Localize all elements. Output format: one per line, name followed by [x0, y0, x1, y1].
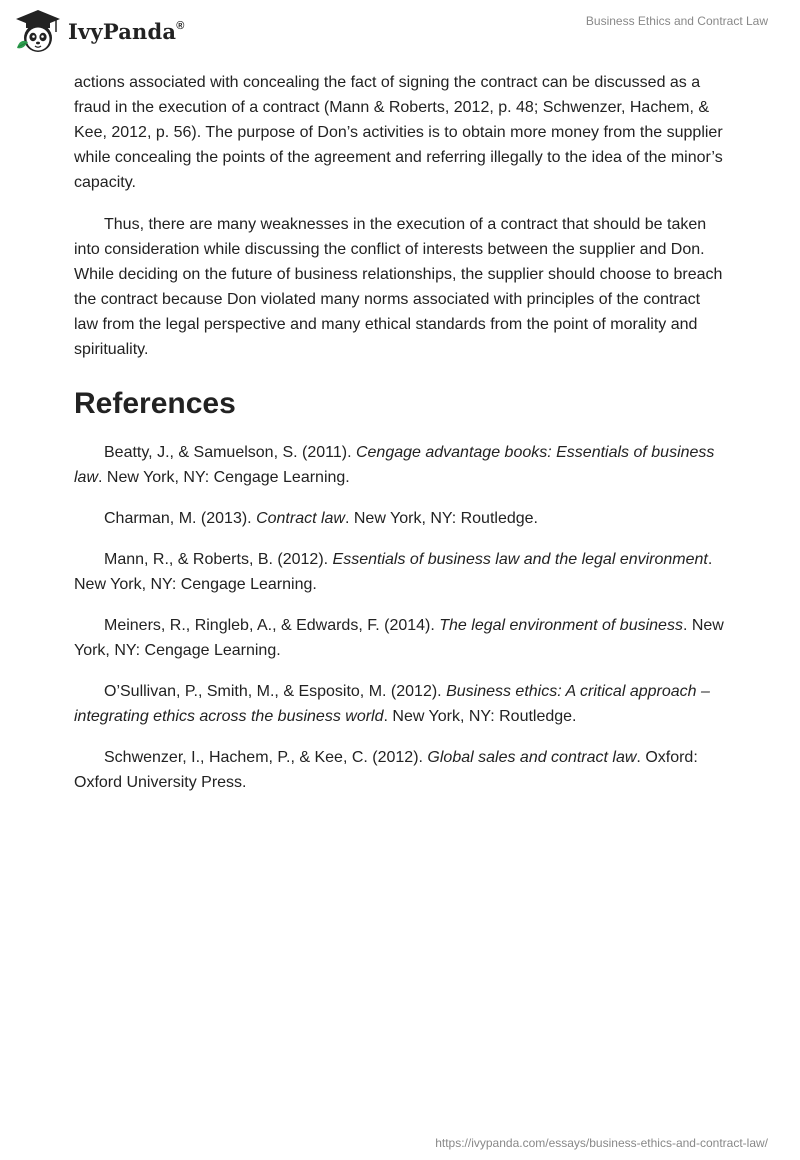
- reference-title: Business ethics: A critical approach – integrating ethics across the business world: [74, 683, 710, 725]
- reference-title: Contract law: [256, 510, 345, 527]
- panda-graduate-icon: [14, 8, 62, 54]
- reference-publisher: . New York, NY: Cengage Learning.: [74, 551, 713, 593]
- reference-item: [74, 506, 724, 531]
- reference-authors: Mann, R., & Roberts, B. (2012).: [104, 551, 333, 568]
- reference-authors: Schwenzer, I., Hachem, P., & Kee, C. (2012).: [104, 749, 428, 766]
- references-heading: References: [74, 387, 236, 420]
- reference-item: [74, 613, 724, 663]
- reference-publisher: . New York, NY: Cengage Learning.: [98, 469, 350, 486]
- reference-authors: O’Sullivan, P., Smith, M., & Esposito, M. (2012).: [104, 683, 447, 700]
- body-paragraph-2: Thus, there are many weaknesses in the execution of a contract that should be taken into consideration while discussing the conflict of interests between the supplier and Don. While deciding on the future of business relationships, the supplier should choose to breach the contract because Don violated many norms associated with principles of the contract law from the legal perspective and many ethical standards from the point of morality and spirituality.: [74, 216, 723, 358]
- page-header: [0, 0, 800, 64]
- reference-item: [74, 547, 724, 597]
- essay-content: [74, 70, 724, 811]
- reference-item: [74, 440, 724, 490]
- reference-publisher: . New York, NY: Routledge.: [383, 708, 577, 725]
- reference-publisher: . New York, NY: Routledge.: [344, 510, 538, 527]
- running-title: Business Ethics and Contract Law: [585, 14, 768, 28]
- registered-mark: ®: [176, 19, 185, 32]
- reference-authors: Beatty, J., & Samuelson, S. (2011).: [104, 444, 356, 461]
- reference-item: [74, 745, 724, 795]
- source-url-link[interactable]: https://ivypanda.com/essays/business-ethics-and-contract-law/: [435, 1136, 768, 1150]
- reference-title: Essentials of business law and the legal environment: [332, 551, 708, 568]
- logo-wordmark: [68, 19, 185, 44]
- reference-title: Global sales and contract law: [427, 749, 637, 766]
- reference-title: The legal environment of business: [439, 617, 683, 634]
- references-list: [74, 440, 724, 795]
- reference-title: Cengage advantage books: Essentials of business law: [74, 444, 715, 486]
- reference-authors: Meiners, R., Ringleb, A., & Edwards, F. (2014).: [104, 617, 440, 634]
- reference-publisher: . New York, NY: Cengage Learning.: [74, 617, 724, 659]
- logo-text: IvyPanda: [68, 18, 177, 44]
- body-paragraph-1: actions associated with concealing the fact of signing the contract can be discussed as a fraud in the execution of a contract (Mann & Roberts, 2012, p. 48; Schwenzer, Hachem, & Kee, 2012, p. 56). The purpose of Don’s activities is to obtain more money from the supplier while concealing the points of the agreement and referring illegally to the idea of the minor’s capacity.: [74, 74, 723, 191]
- reference-item: [74, 679, 724, 729]
- reference-publisher: . Oxford: Oxford University Press.: [74, 749, 698, 791]
- ivypanda-logo[interactable]: [14, 8, 185, 54]
- reference-authors: Charman, M. (2013).: [104, 510, 257, 527]
